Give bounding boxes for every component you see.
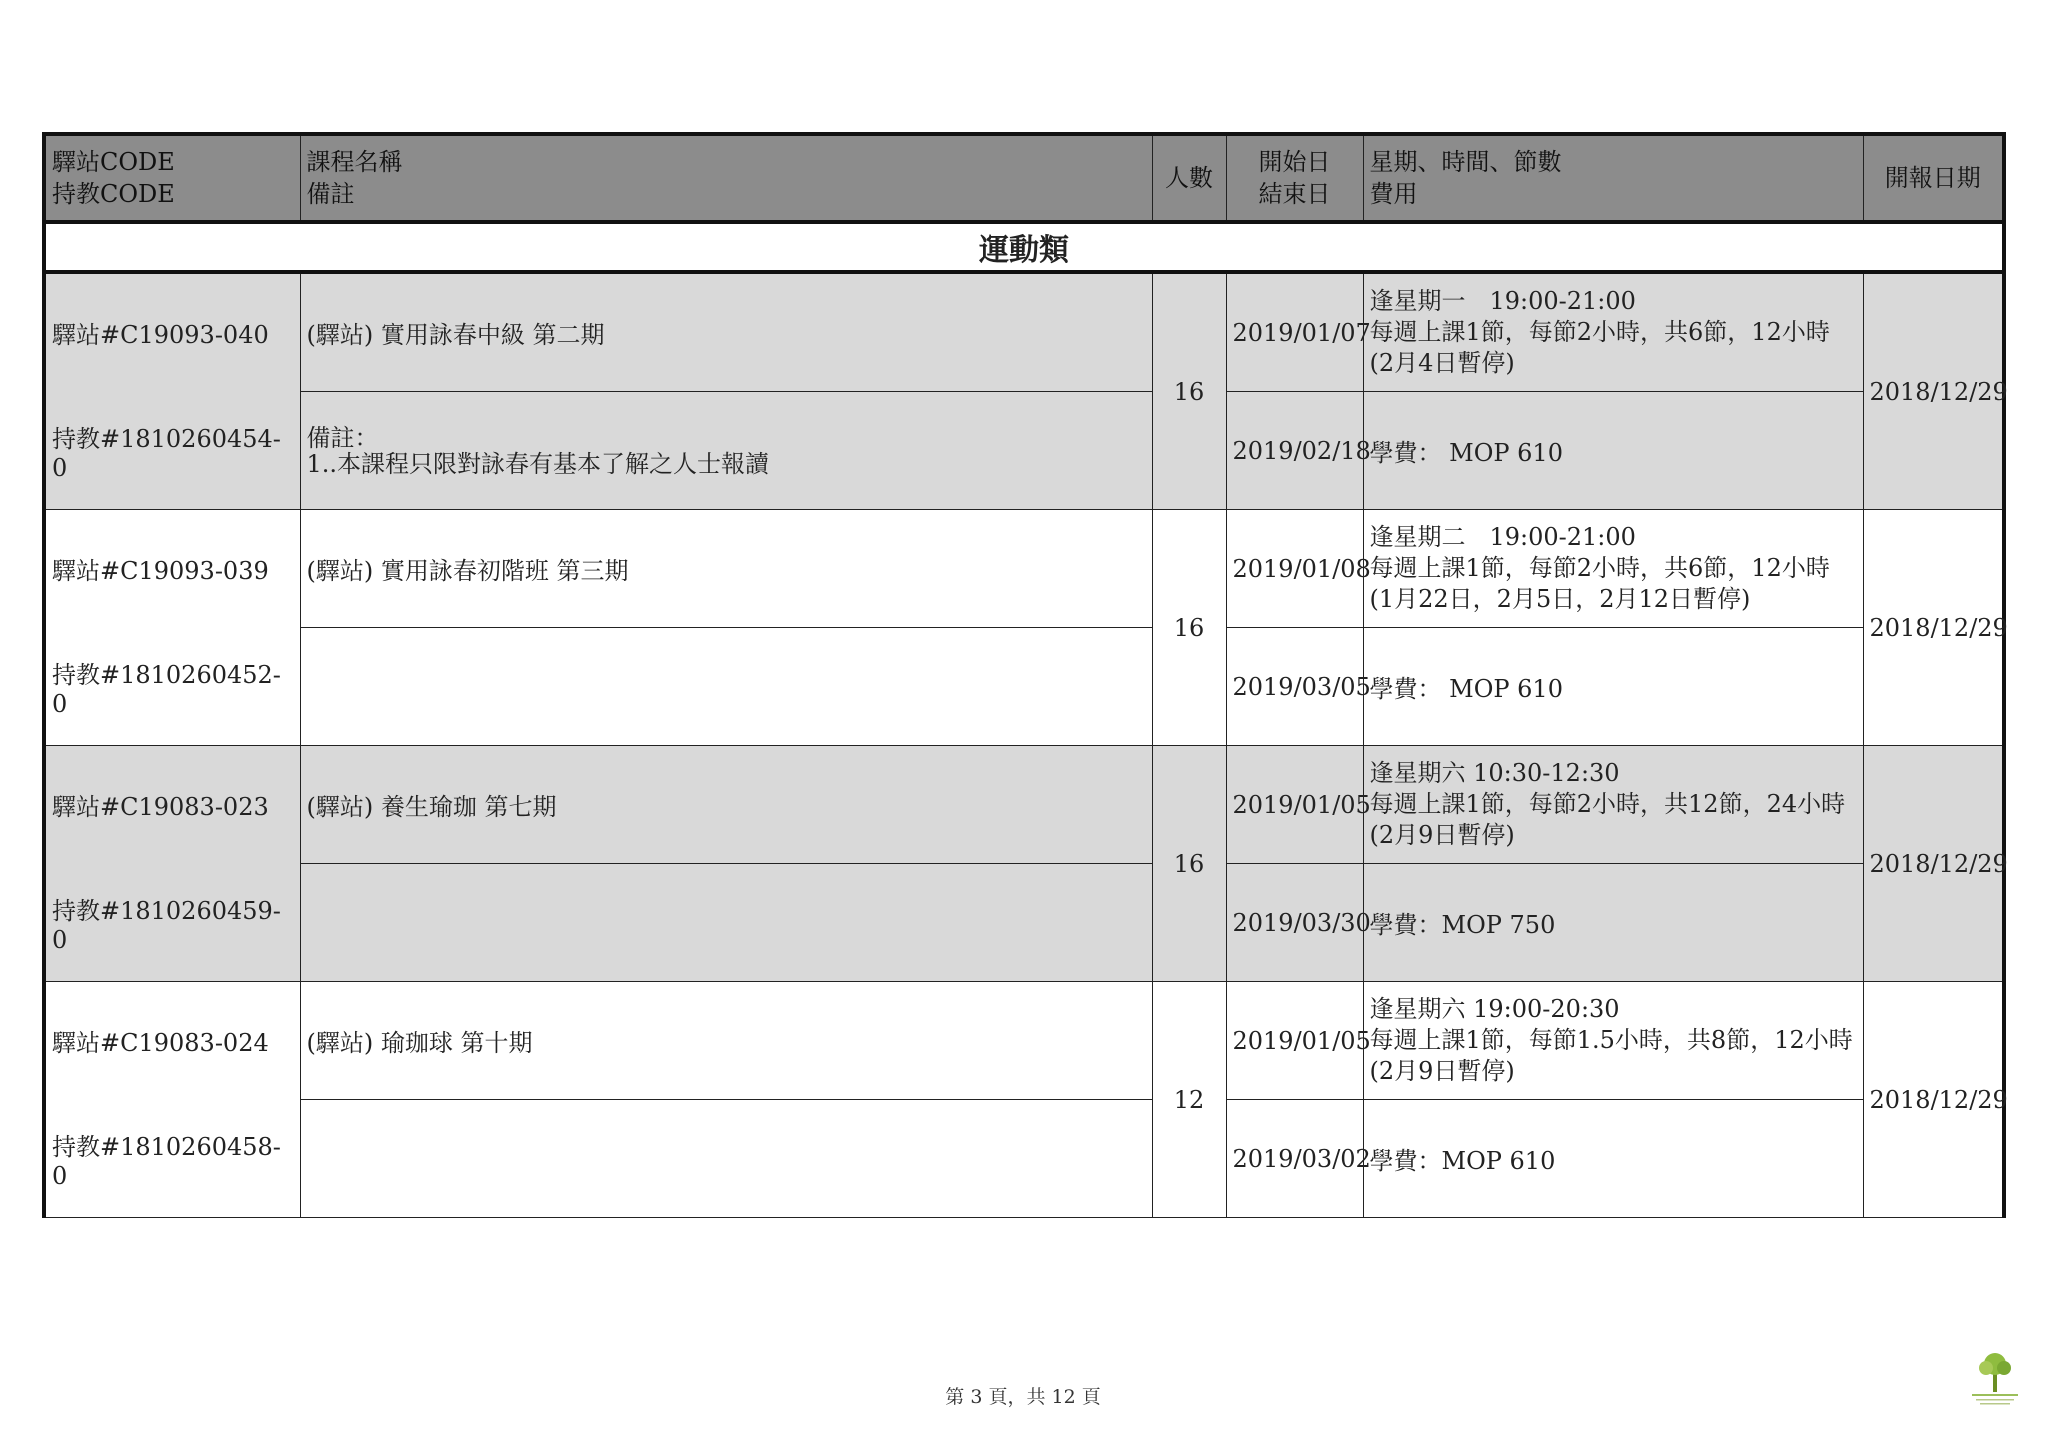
course-schedule xyxy=(1363,982,1863,1100)
table-row xyxy=(44,864,2004,982)
header-code-line2: 持教CODE xyxy=(52,180,175,208)
header-code-line1: 驛站CODE xyxy=(52,148,175,176)
course-end: 2019/02/18 xyxy=(1226,392,1363,510)
note-line2: 1..本課程只限對詠春有基本了解之人士報讀 xyxy=(306,449,770,478)
table-row xyxy=(44,628,2004,746)
course-schedule xyxy=(1363,510,1863,628)
table-row xyxy=(44,510,2004,628)
course-note xyxy=(300,864,1152,982)
page-footer: 第 3 頁，共 12 頁 xyxy=(945,1386,1101,1408)
header-schedule-line1: 星期、時間、節數 xyxy=(1369,148,1562,176)
course-end: 2019/03/02 xyxy=(1226,1100,1363,1218)
schedule-line2: 每週上課1節，每節1.5小時，共8節，12小時 xyxy=(1369,1026,1853,1054)
course-start: 2019/01/05 xyxy=(1226,982,1363,1100)
course-note xyxy=(300,628,1152,746)
note-line1: 備註： xyxy=(306,423,379,452)
course-table xyxy=(42,132,2006,1218)
schedule-line3: (2月4日暫停) xyxy=(1369,349,1515,377)
schedule-line1: 逢星期六 10:30-12:30 xyxy=(1369,759,1620,787)
schedule-line2: 每週上課1節，每節2小時，共6節，12小時 xyxy=(1369,318,1830,346)
category-title: 運動類 xyxy=(44,222,2004,272)
header-course-name xyxy=(300,134,1152,222)
course-schedule xyxy=(1363,272,1863,392)
header-schedule xyxy=(1363,134,1863,222)
course-note xyxy=(300,392,1152,510)
schedule-line2: 每週上課1節，每節2小時，共12節，24小時 xyxy=(1369,790,1846,818)
course-end: 2019/03/05 xyxy=(1226,628,1363,746)
course-apply-date: 2018/12/29 xyxy=(1863,982,2004,1218)
header-name-line1: 課程名稱 xyxy=(306,148,403,176)
header-dates xyxy=(1226,134,1363,222)
header-apply-date: 開報日期 xyxy=(1863,134,2004,222)
table-row xyxy=(44,392,2004,510)
course-table-container xyxy=(42,132,2008,1218)
course-people: 12 xyxy=(1152,982,1226,1218)
header-start: 開始日 xyxy=(1258,148,1331,176)
header-name-line2: 備註 xyxy=(306,180,355,208)
schedule-line3: (1月22日，2月5日，2月12日暫停) xyxy=(1369,585,1751,613)
tree-logo-icon xyxy=(1960,1348,2030,1410)
course-code2: 持教#1810260452-0 xyxy=(44,628,300,746)
course-people: 16 xyxy=(1152,746,1226,982)
header-people: 人數 xyxy=(1152,134,1226,222)
course-schedule xyxy=(1363,746,1863,864)
course-code2: 持教#1810260454-0 xyxy=(44,392,300,510)
course-end: 2019/03/30 xyxy=(1226,864,1363,982)
table-row xyxy=(44,272,2004,392)
course-apply-date: 2018/12/29 xyxy=(1863,746,2004,982)
course-name: (驛站) 實用詠春初階班 第三期 xyxy=(300,510,1152,628)
course-note xyxy=(300,1100,1152,1218)
table-row xyxy=(44,982,2004,1100)
course-apply-date: 2018/12/29 xyxy=(1863,272,2004,510)
course-apply-date: 2018/12/29 xyxy=(1863,510,2004,746)
course-name: (驛站) 瑜珈球 第十期 xyxy=(300,982,1152,1100)
course-fee: 學費： MOP 610 xyxy=(1363,628,1863,746)
course-people: 16 xyxy=(1152,272,1226,510)
course-code1: 驛站#C19093-040 xyxy=(44,272,300,392)
category-row xyxy=(44,222,2004,272)
schedule-line1: 逢星期二 19:00-21:00 xyxy=(1369,523,1636,551)
table-row xyxy=(44,746,2004,864)
course-fee: 學費：MOP 610 xyxy=(1363,1100,1863,1218)
schedule-line3: (2月9日暫停) xyxy=(1369,1057,1515,1085)
schedule-line1: 逢星期六 19:00-20:30 xyxy=(1369,995,1620,1023)
course-start: 2019/01/07 xyxy=(1226,272,1363,392)
course-name: (驛站) 實用詠春中級 第二期 xyxy=(300,272,1152,392)
schedule-line2: 每週上課1節，每節2小時，共6節，12小時 xyxy=(1369,554,1830,582)
header-end: 結束日 xyxy=(1258,180,1331,208)
table-header-row xyxy=(44,134,2004,222)
course-code2: 持教#1810260459-0 xyxy=(44,864,300,982)
course-name: (驛站) 養生瑜珈 第七期 xyxy=(300,746,1152,864)
schedule-line1: 逢星期一 19:00-21:00 xyxy=(1369,287,1636,315)
course-code1: 驛站#C19083-024 xyxy=(44,982,300,1100)
course-code2: 持教#1810260458-0 xyxy=(44,1100,300,1218)
course-fee: 學費：MOP 750 xyxy=(1363,864,1863,982)
course-start: 2019/01/08 xyxy=(1226,510,1363,628)
course-code1: 驛站#C19083-023 xyxy=(44,746,300,864)
course-people: 16 xyxy=(1152,510,1226,746)
course-start: 2019/01/05 xyxy=(1226,746,1363,864)
header-schedule-line2: 費用 xyxy=(1369,180,1418,208)
table-row xyxy=(44,1100,2004,1218)
schedule-line3: (2月9日暫停) xyxy=(1369,821,1515,849)
header-code xyxy=(44,134,300,222)
course-fee: 學費： MOP 610 xyxy=(1363,392,1863,510)
course-code1: 驛站#C19093-039 xyxy=(44,510,300,628)
